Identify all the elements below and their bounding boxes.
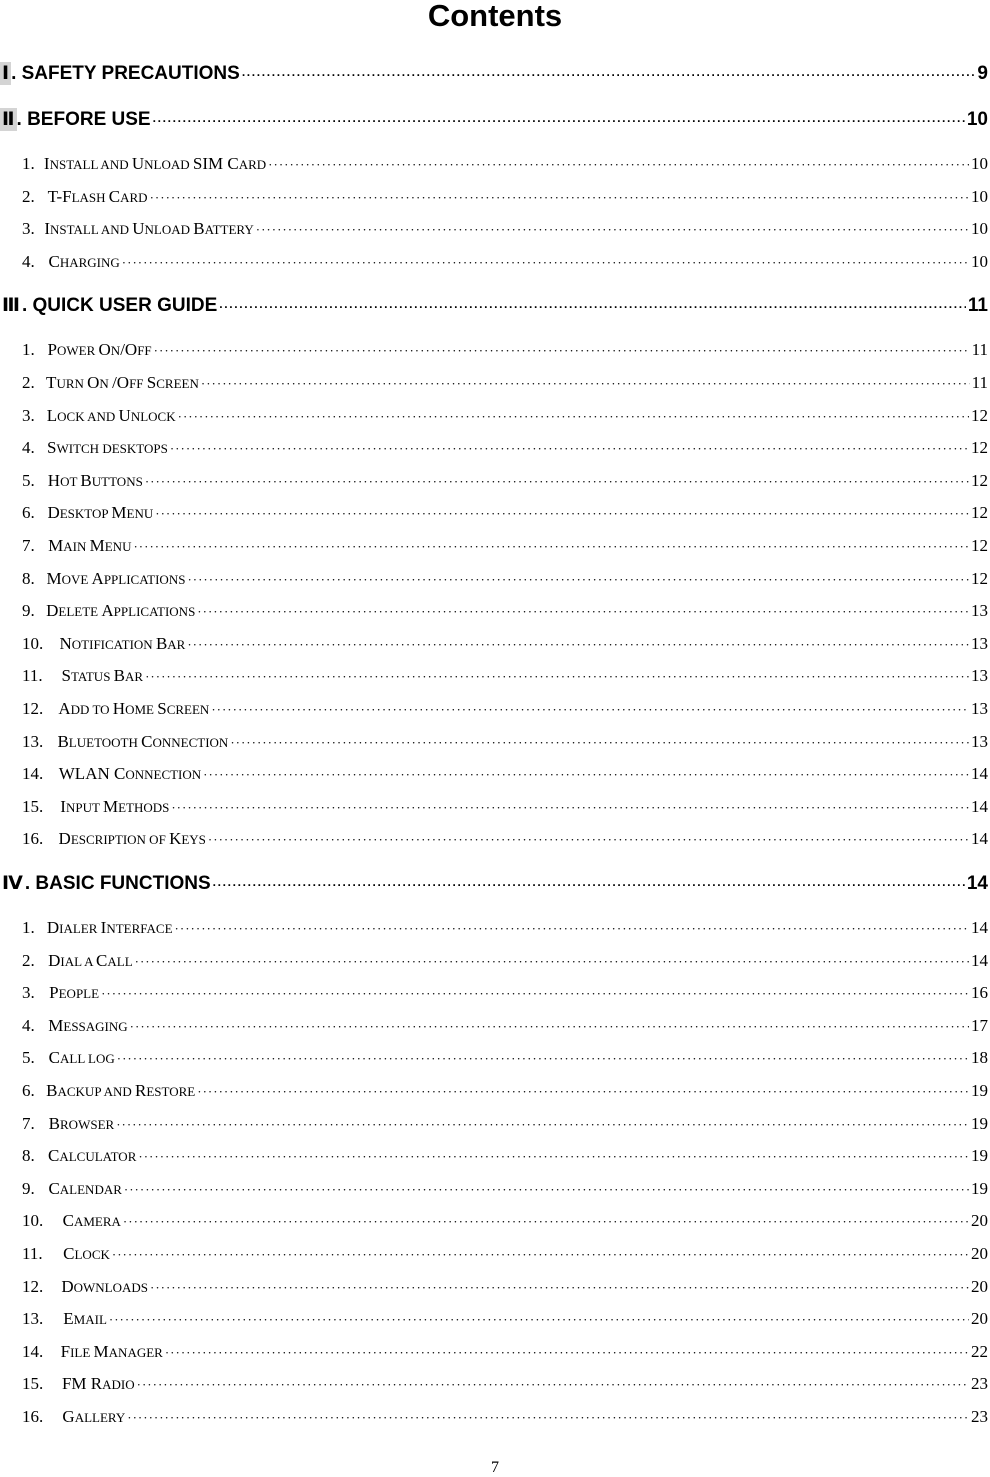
page-ref: 19 <box>971 1081 988 1100</box>
dot-leader <box>138 1149 969 1165</box>
toc-item[interactable] <box>0 1407 990 1429</box>
item-title: HOT BUTTONS <box>47 470 143 490</box>
page-ref: 20 <box>971 1211 988 1231</box>
toc-item[interactable] <box>0 154 990 176</box>
item-number: 15. <box>22 796 44 816</box>
item-number: 3. <box>22 405 35 425</box>
item-number: 10. <box>22 1211 44 1231</box>
item-title: INSTALL AND UNLOAD BATTERY <box>44 219 254 239</box>
item-number: 10. <box>22 633 44 653</box>
toc-item[interactable] <box>0 1374 990 1396</box>
item-title: INPUT METHODS <box>60 796 170 816</box>
page-ref: 10 <box>971 186 988 206</box>
page-ref: 14 <box>971 796 988 816</box>
item-title: CAMERA <box>62 1211 121 1231</box>
dot-leader <box>127 1410 969 1426</box>
toc-item[interactable] <box>0 699 990 721</box>
dot-leader <box>122 255 969 271</box>
dot-leader <box>133 539 969 555</box>
dot-leader <box>116 1117 969 1133</box>
toc-item[interactable] <box>0 601 990 623</box>
item-title: GALLERY <box>62 1407 126 1426</box>
dot-leader <box>211 702 969 718</box>
page-ref: 18 <box>971 1048 988 1068</box>
section-numeral: Ⅱ <box>2 109 15 130</box>
item-title: POWER ON/OFF <box>47 340 152 360</box>
toc-item[interactable] <box>0 1211 990 1233</box>
dot-leader <box>197 604 969 620</box>
dot-leader <box>165 1345 969 1361</box>
dot-leader <box>197 1084 969 1100</box>
page-ref: 12 <box>971 470 988 490</box>
dot-leader <box>124 1182 969 1198</box>
page-ref: 14 <box>971 764 988 784</box>
dot-leader <box>145 474 969 490</box>
item-title: CHARGING <box>48 251 120 271</box>
item-number: 8. <box>22 568 35 588</box>
item-title: FILE MANAGER <box>60 1341 163 1361</box>
item-title: MAIN MENU <box>48 536 132 555</box>
toc-item[interactable] <box>0 503 990 525</box>
item-title: MOVE APPLICATIONS <box>46 568 186 588</box>
item-number: 4. <box>22 1015 35 1035</box>
dot-leader <box>135 954 969 970</box>
page-ref: 19 <box>971 1146 988 1166</box>
item-number: 5. <box>22 1048 35 1068</box>
item-number: 7. <box>22 536 35 555</box>
page-ref: 13 <box>971 699 988 718</box>
page-ref: 13 <box>971 666 988 686</box>
section-title: . QUICK USER GUIDE <box>21 295 218 317</box>
item-title: DIAL A CALL <box>48 950 133 970</box>
item-title: WLAN CONNECTION <box>58 764 202 784</box>
page-ref: 17 <box>971 1015 988 1035</box>
item-title: BLUETOOTH CONNECTION <box>57 731 229 751</box>
item-number: 5. <box>22 470 35 490</box>
toc-item[interactable] <box>0 1016 990 1038</box>
item-number: 9. <box>22 601 35 621</box>
page-ref: 12 <box>971 438 988 458</box>
item-title: BACKUP AND RESTORE <box>46 1081 196 1100</box>
page-ref: 13 <box>971 633 988 653</box>
item-number: 8. <box>22 1146 35 1166</box>
item-title: FM RADIO <box>61 1374 135 1394</box>
toc-item[interactable] <box>0 340 990 362</box>
section-title: . BASIC FUNCTIONS <box>24 873 211 894</box>
item-title: DESKTOP MENU <box>47 503 154 523</box>
page-ref: 11 <box>971 373 988 392</box>
item-number: 12. <box>22 699 44 718</box>
toc-section[interactable] <box>0 294 990 318</box>
toc-item[interactable] <box>0 569 990 591</box>
item-number: 7. <box>22 1113 35 1133</box>
dot-leader <box>137 1377 969 1393</box>
dot-leader <box>130 1019 969 1035</box>
section-title: . SAFETY PRECAUTIONS <box>11 63 240 84</box>
dot-leader <box>155 506 969 522</box>
page-ref: 14 <box>971 918 988 937</box>
item-title: CALL LOG <box>48 1048 115 1068</box>
page-ref: 10 <box>966 109 988 130</box>
item-number: 3. <box>22 983 35 1003</box>
toc-section[interactable] <box>0 872 990 896</box>
dot-leader <box>109 1312 969 1328</box>
toc-item[interactable] <box>0 536 990 558</box>
item-number: 2. <box>22 950 35 970</box>
page-ref: 19 <box>971 1178 988 1198</box>
section-numeral: Ⅲ <box>2 295 20 317</box>
item-number: 16. <box>22 1407 44 1426</box>
page-ref: 12 <box>971 405 988 425</box>
page-ref: 9 <box>977 63 988 84</box>
dot-leader <box>208 832 969 848</box>
toc-item[interactable] <box>0 829 990 851</box>
page-ref: 12 <box>971 536 988 555</box>
item-title: DELETE APPLICATIONS <box>46 601 196 621</box>
dot-leader <box>213 878 965 892</box>
item-title: DIALER INTERFACE <box>46 918 173 937</box>
dot-leader <box>117 1051 969 1067</box>
item-title: TURN ON /OFF SCREEN <box>46 373 199 392</box>
item-number: 13. <box>22 731 44 751</box>
item-number: 6. <box>22 503 35 523</box>
section-numeral: Ⅳ <box>2 873 23 894</box>
item-title: T-FLASH CARD <box>47 186 148 206</box>
item-title: CALENDAR <box>48 1178 122 1198</box>
dot-leader <box>230 735 969 751</box>
item-title: CLOCK <box>63 1244 110 1263</box>
item-title: EMAIL <box>63 1309 107 1329</box>
item-title: SWITCH DESKTOPS <box>47 438 168 458</box>
toc-item[interactable] <box>0 732 990 754</box>
toc-item[interactable] <box>0 1114 990 1136</box>
toc-item[interactable] <box>0 438 990 460</box>
toc-section[interactable] <box>0 108 990 132</box>
item-title: DESCRIPTION OF KEYS <box>58 829 206 849</box>
item-title: INSTALL AND UNLOAD SIM CARD <box>43 154 267 173</box>
item-number: 1. <box>22 340 35 360</box>
item-number: 11. <box>22 666 43 686</box>
page-ref: 20 <box>971 1309 988 1329</box>
dot-leader <box>201 376 970 392</box>
item-number: 12. <box>22 1276 44 1296</box>
item-number: 11. <box>22 1244 43 1263</box>
item-number: 14. <box>22 764 44 784</box>
item-number: 16. <box>22 829 44 849</box>
toc-item[interactable] <box>0 373 990 395</box>
toc-item[interactable] <box>0 666 990 688</box>
toc-item[interactable] <box>0 252 990 274</box>
toc-item[interactable] <box>0 1342 990 1364</box>
item-number: 1. <box>22 154 35 173</box>
page-ref: 14 <box>966 873 988 894</box>
page-ref: 16 <box>971 983 988 1003</box>
dot-leader <box>154 343 970 359</box>
item-title: ADD TO HOME SCREEN <box>58 699 210 718</box>
toc-item[interactable] <box>0 1309 990 1331</box>
page-ref: 19 <box>971 1113 988 1133</box>
page-ref: 23 <box>971 1407 988 1426</box>
toc-item[interactable] <box>0 1081 990 1103</box>
item-number: 9. <box>22 1178 35 1198</box>
page-ref: 20 <box>971 1244 988 1263</box>
dot-leader <box>242 68 976 82</box>
page-ref: 10 <box>971 154 988 173</box>
page-ref: 12 <box>971 503 988 523</box>
page-ref: 22 <box>971 1341 988 1361</box>
toc-item[interactable] <box>0 1048 990 1070</box>
page-ref: 13 <box>971 601 988 621</box>
item-title: DOWNLOADS <box>61 1276 148 1296</box>
section-numeral: Ⅰ <box>2 63 10 84</box>
item-title: MESSAGING <box>48 1015 128 1035</box>
page-title: Contents <box>427 0 563 33</box>
item-title: NOTIFICATION BAR <box>59 633 186 653</box>
toc-item[interactable] <box>0 1146 990 1168</box>
page-ref: 12 <box>971 568 988 588</box>
item-number: 1. <box>22 918 35 937</box>
page-ref: 23 <box>971 1374 988 1394</box>
page-ref: 14 <box>971 829 988 849</box>
toc-item[interactable] <box>0 1277 990 1299</box>
dot-leader <box>153 114 965 128</box>
item-number: 2. <box>22 186 35 206</box>
page-ref: 11 <box>971 340 988 360</box>
dot-leader <box>187 572 969 588</box>
toc-item[interactable] <box>0 983 990 1005</box>
item-number: 15. <box>22 1374 44 1394</box>
toc-item[interactable] <box>0 406 990 428</box>
dot-leader <box>203 767 969 783</box>
toc-item[interactable] <box>0 634 990 656</box>
dot-leader <box>170 441 969 457</box>
dot-leader <box>150 190 969 206</box>
dot-leader <box>256 222 969 238</box>
item-number: 14. <box>22 1341 44 1361</box>
dot-leader <box>268 157 969 173</box>
toc-item[interactable] <box>0 951 990 973</box>
item-number: 6. <box>22 1081 35 1100</box>
page-ref: 20 <box>971 1276 988 1296</box>
toc-item[interactable] <box>0 764 990 786</box>
dot-leader <box>145 669 969 685</box>
toc-item[interactable] <box>0 797 990 819</box>
toc-item[interactable] <box>0 471 990 493</box>
dot-leader <box>171 800 969 816</box>
dot-leader <box>175 921 969 937</box>
toc-item[interactable] <box>0 1179 990 1201</box>
page-ref: 10 <box>971 219 988 239</box>
item-title: PEOPLE <box>49 983 100 1003</box>
item-number: 4. <box>22 438 35 458</box>
dot-leader <box>178 409 969 425</box>
page-ref: 13 <box>971 731 988 751</box>
item-number: 2. <box>22 373 35 392</box>
item-number: 4. <box>22 251 35 271</box>
item-title: LOCK AND UNLOCK <box>46 405 176 425</box>
toc-item[interactable] <box>0 1244 990 1266</box>
dot-leader <box>123 1214 969 1230</box>
item-number: 3. <box>22 219 35 239</box>
toc-item[interactable] <box>0 918 990 940</box>
page-ref: 11 <box>967 295 988 317</box>
item-title: STATUS BAR <box>61 666 144 686</box>
dot-leader <box>112 1247 969 1263</box>
toc-item[interactable] <box>0 219 990 241</box>
toc-section[interactable] <box>0 62 990 86</box>
item-number: 13. <box>22 1309 44 1329</box>
page-ref: 10 <box>971 251 988 271</box>
item-title: CALCULATOR <box>47 1146 137 1166</box>
toc-item[interactable] <box>0 187 990 209</box>
dot-leader <box>150 1280 969 1296</box>
dot-leader <box>101 986 969 1002</box>
section-title: . BEFORE USE <box>16 109 151 130</box>
page-number: 7 <box>491 1459 499 1476</box>
page-ref: 14 <box>971 950 988 970</box>
dot-leader <box>187 637 969 653</box>
item-title: BROWSER <box>48 1113 115 1133</box>
dot-leader <box>219 300 966 314</box>
